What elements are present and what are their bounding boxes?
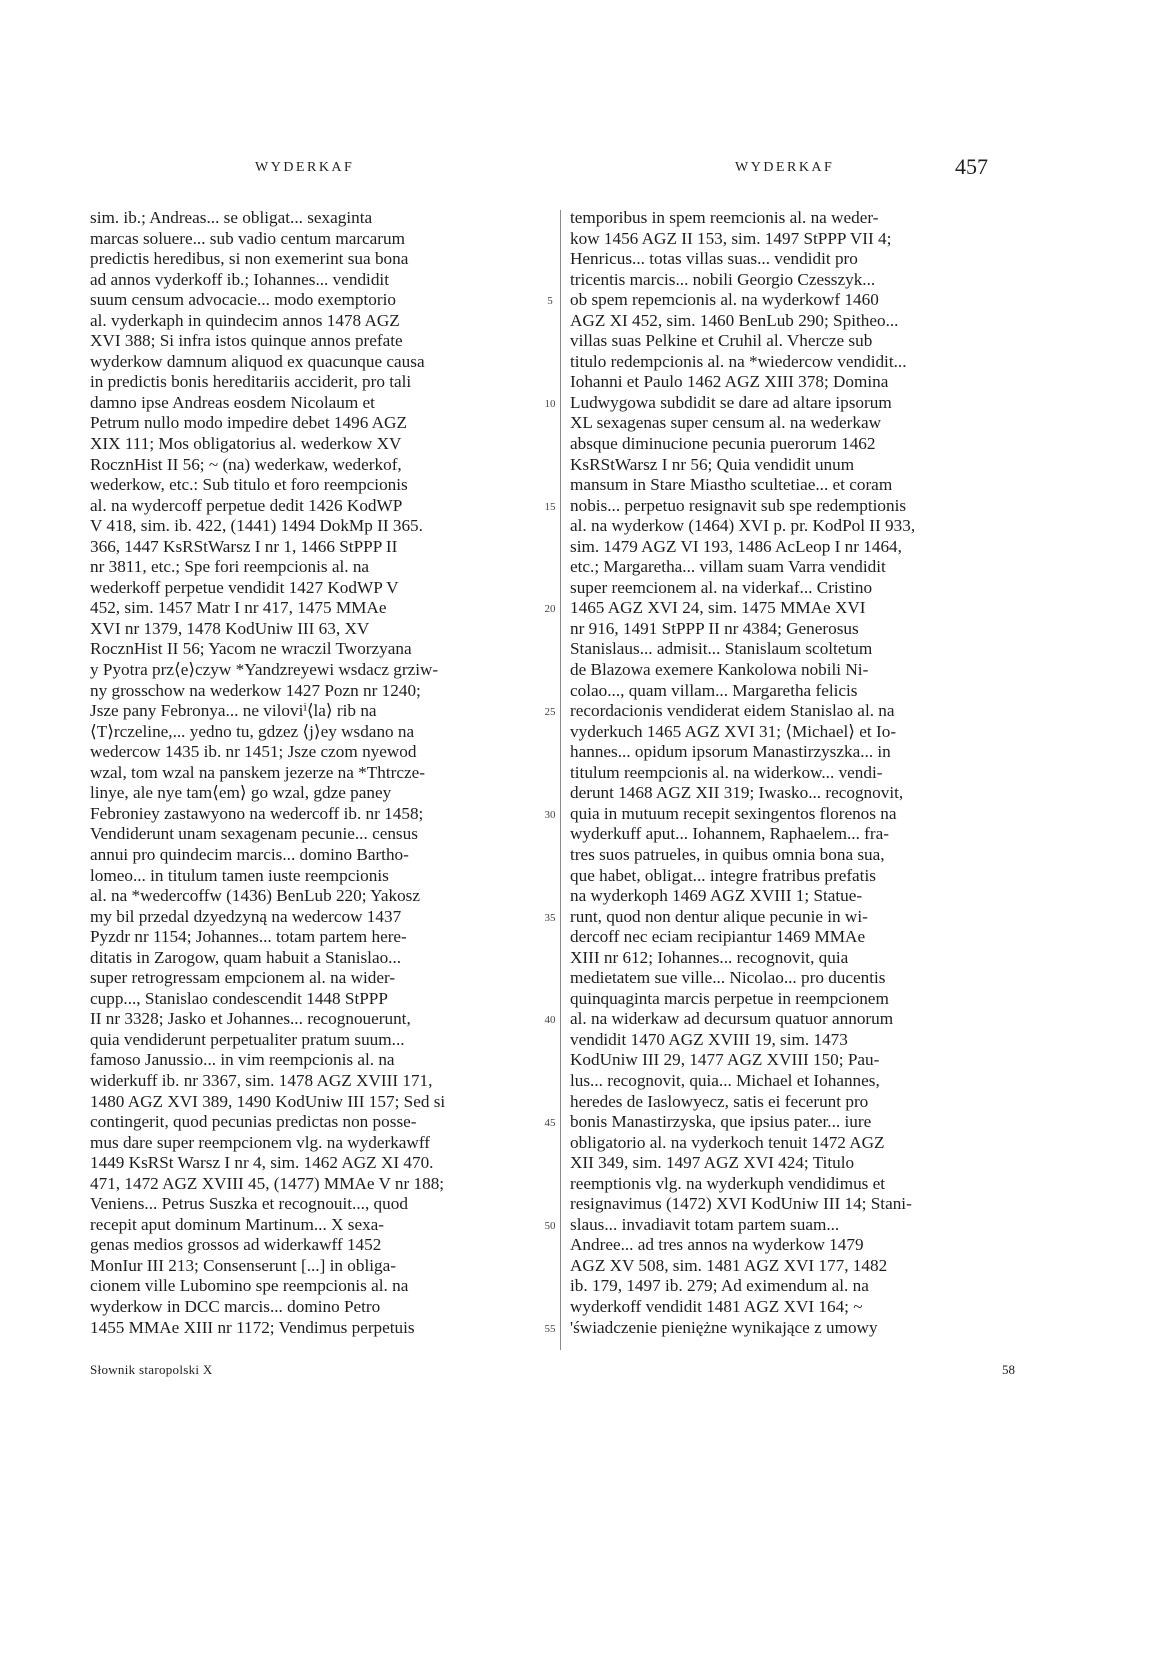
text-line: lus... recognovit, quia... Michael et Iohannes, — [570, 1070, 880, 1090]
text-line: KodUniw III 29, 1477 AGZ XVIII 150; Pau- — [570, 1050, 880, 1070]
text-line: 366, 1447 KsRStWarsz I nr 1, 1466 StPPP II — [90, 536, 398, 556]
text-line: nr 3811, etc.; Spe fori reempcionis al. na — [90, 557, 370, 577]
left-column — [90, 208, 536, 1338]
text-line: vyderkuch 1465 AGZ XVI 31; ⟨Michael⟩ et Io- — [570, 721, 897, 741]
text-line: al. na *wedercoffw (1436) BenLub 220; Yakosz — [90, 886, 420, 906]
line-number: 40 — [544, 1014, 556, 1027]
text-line: wzal, tom wzal na panskem jezerze na *Thtrcze- — [90, 762, 425, 782]
text-line: Jsze pany Febronya... ne viloviⁱ⟨la⟩ rib na — [90, 701, 377, 721]
text-line: al. vyderkaph in quindecim annos 1478 AGZ — [90, 310, 400, 330]
text-line: XVI nr 1379, 1478 KodUniw III 63, XV — [90, 618, 370, 638]
text-line: wyderkow in DCC marcis... domino Petro — [90, 1296, 381, 1316]
text-line: de Blazowa exemere Kankolowa nobili Ni- — [570, 660, 869, 680]
text-line: sim. ib.; Andreas... se obligat... sexaginta — [90, 208, 373, 227]
text-line: resignavimus (1472) XVI KodUniw III 14; Stani- — [570, 1194, 912, 1214]
text-line: nobis... perpetuo resignavit sub spe redemptionis — [570, 495, 907, 515]
text-line: heredes de Iaslowyecz, satis ei fecerunt pro — [570, 1091, 869, 1111]
text-line: al. na widerkaw ad decursum quatuor annorum — [570, 1009, 894, 1029]
running-head-left: WYDERKAF — [255, 160, 355, 175]
text-line: wyderkow damnum aliquod ex quacunque causa — [90, 351, 425, 371]
text-line: Ludwygowa subdidit se dare ad altare ipsorum — [570, 392, 892, 412]
text-line: wyderkuff aput... Iohannem, Raphaelem... fra- — [570, 824, 889, 844]
text-line: hannes... opidum ipsorum Manastirzyszka... in — [570, 742, 891, 762]
text-line: 1449 KsRSt Warsz I nr 4, sim. 1462 AGZ XI 470. — [90, 1153, 434, 1173]
text-line: MonIur III 213; Consenserunt [...] in obliga- — [90, 1255, 396, 1275]
text-line: vendidit 1470 AGZ XVIII 19, sim. 1473 — [570, 1029, 848, 1049]
text-line: lomeo... in titulum tamen iuste reempcionis — [90, 865, 389, 885]
line-number: 10 — [544, 397, 556, 410]
text-line: Iohanni et Paulo 1462 AGZ XIII 378; Domina — [570, 372, 889, 392]
text-line: annui pro quindecim marcis... domino Bartho- — [90, 844, 409, 864]
text-line: medietatem sue ville... Nicolao... pro ducentis — [570, 968, 886, 988]
text-line: al. na wydercoff perpetue dedit 1426 KodWP — [90, 495, 403, 515]
line-number: 35 — [544, 911, 556, 924]
text-line: y Pyotra prz⟨e⟩czyw *Yandzreyewi wsdacz grziw- — [90, 660, 439, 680]
line-number: 5 — [547, 295, 553, 308]
text-line: nr 916, 1491 StPPP II nr 4384; Generosus — [570, 618, 859, 638]
text-line: damno ipse Andreas eosdem Nicolaum et — [90, 392, 375, 412]
text-line: AGZ XI 452, sim. 1460 BenLub 290; Spitheo... — [570, 310, 899, 330]
text-line: contingerit, quod pecunias predictas non posse- — [90, 1112, 417, 1132]
text-line: temporibus in spem reemcionis al. na weder- — [570, 208, 879, 227]
line-number: 30 — [544, 808, 556, 821]
text-line: XIX 111; Mos obligatorius al. wederkow XV — [90, 434, 402, 454]
text-line: kow 1456 AGZ II 153, sim. 1497 StPPP VII 4; — [570, 228, 892, 248]
text-line: V 418, sim. ib. 422, (1441) 1494 DokMp II 365. — [90, 516, 423, 536]
text-line: in predictis bonis hereditariis acciderit, pro tali — [90, 372, 412, 392]
text-line: slaus... invadiavit totam partem suam... — [570, 1214, 840, 1234]
text-line: colao..., quam villam... Margaretha felicis — [570, 680, 858, 700]
text-line: cionem ville Lubomino spe reempcionis al. na — [90, 1276, 409, 1296]
text-line: predictis heredibus, si non exemerint sua bona — [90, 249, 409, 269]
line-number: 50 — [544, 1219, 556, 1232]
text-line: cupp..., Stanislao condescendit 1448 StPPP — [90, 988, 388, 1008]
text-line: suum censum advocacie... modo exemptorio — [90, 290, 396, 310]
text-line: Pyzdr nr 1154; Johannes... totam partem here- — [90, 927, 407, 947]
text-line: ib. 179, 1497 ib. 279; Ad eximendum al. na — [570, 1276, 869, 1296]
text-line: wedercow 1435 ib. nr 1451; Jsze czom nyewod — [90, 742, 417, 762]
text-line: widerkuff ib. nr 3367, sim. 1478 AGZ XVIII 171, — [90, 1070, 433, 1090]
text-line: Petrum nullo modo impedire debet 1496 AGZ — [90, 413, 407, 433]
text-line: 'świadczenie pieniężne wynikające z umowy — [570, 1317, 878, 1337]
text-line: ad annos vyderkoff ib.; Iohannes... vendidit — [90, 269, 389, 289]
text-line: tres suos patrueles, in quibus omnia bona sua, — [570, 844, 885, 864]
text-line: my bil przedal dzyedzyną na wedercow 1437 — [90, 906, 402, 926]
text-line: quinquaginta marcis perpetue in reempcionem — [570, 988, 889, 1008]
text-line: al. na wyderkow (1464) XVI p. pr. KodPol II 933, — [570, 516, 916, 536]
text-line: titulum reempcionis al. na widerkow... vendi- — [570, 762, 883, 782]
text-line: villas suas Pelkine et Cruhil al. Vhercze sub — [570, 331, 873, 351]
text-line: RocznHist II 56; Yacom ne wraczil Tworzyana — [90, 639, 412, 659]
text-line: famoso Janussio... in vim reempcionis al. na — [90, 1050, 395, 1070]
text-line: ob spem repemcionis al. na wyderkowf 1460 — [570, 290, 879, 310]
text-line: genas medios grossos ad widerkawff 1452 — [90, 1235, 382, 1255]
running-head-right: WYDERKAF — [735, 160, 835, 175]
column-divider — [560, 210, 561, 1350]
text-line: Henricus... totas villas suas... vendidit pro — [570, 249, 858, 269]
text-line: 452, sim. 1457 Matr I nr 417, 1475 MMAe — [90, 598, 387, 618]
text-line: absque diminucione pecunia puerorum 1462 — [570, 434, 876, 454]
text-line: Febroniey zastawyono na wedercoff ib. nr 1458; — [90, 803, 424, 823]
text-line: 1480 AGZ XVI 389, 1490 KodUniw III 157; Sed si — [90, 1091, 446, 1111]
line-number: 45 — [544, 1117, 556, 1130]
line-number: 20 — [544, 603, 556, 616]
text-line: recordacionis vendiderat eidem Stanislao al. na — [570, 701, 895, 721]
text-line: AGZ XV 508, sim. 1481 AGZ XVI 177, 1482 — [570, 1255, 888, 1275]
text-line: 1455 MMAe XIII nr 1172; Vendimus perpetuis — [90, 1317, 415, 1337]
text-line: obligatorio al. na vyderkoch tenuit 1472 AGZ — [570, 1132, 885, 1152]
line-number: 15 — [544, 500, 556, 513]
text-line: super reemcionem al. na viderkaf... Cristino — [570, 577, 873, 597]
text-line: mansum in Stare Miastho scultetiae... et coram — [570, 475, 893, 495]
text-line: XII 349, sim. 1497 AGZ XVI 424; Titulo — [570, 1153, 855, 1173]
text-line: mus dare super reempcionem vlg. na wyderkawff — [90, 1132, 430, 1152]
text-line: Andree... ad tres annos na wyderkow 1479 — [570, 1235, 864, 1255]
line-number: 25 — [544, 706, 556, 719]
text-line: reemptionis vlg. na wyderkuph vendidimus et — [570, 1173, 886, 1193]
text-line: dercoff nec eciam recipiantur 1469 MMAe — [570, 927, 866, 947]
text-line: RocznHist II 56; ~ (na) wederkaw, wederkof, — [90, 454, 402, 474]
text-line: etc.; Margaretha... villam suam Varra vendidit — [570, 557, 886, 577]
text-line: na wyderkoph 1469 AGZ XVIII 1; Statue- — [570, 886, 863, 906]
text-line: derunt 1468 AGZ XII 319; Iwasko... recognovit, — [570, 783, 904, 803]
text-line: wederkow, etc.: Sub titulo et foro reempcionis — [90, 475, 408, 495]
text-line: 1465 AGZ XVI 24, sim. 1475 MMAe XVI — [570, 598, 866, 618]
text-line: sim. 1479 AGZ VI 193, 1486 AcLeop I nr 1464, — [570, 536, 902, 556]
text-line: KsRStWarsz I nr 56; Quia vendidit unum — [570, 454, 855, 474]
page-number: 457 — [955, 154, 988, 179]
text-line: super retrogressam empcionem al. na wider- — [90, 968, 396, 988]
text-line: que habet, obligat... integre fratribus prefatis — [570, 865, 876, 885]
text-line: Vendiderunt unam sexagenam pecunie... census — [90, 824, 418, 844]
text-line: ny grosschow na wederkow 1427 Pozn nr 1240; — [90, 680, 421, 700]
text-line: tricentis marcis... nobili Georgio Czesszyk... — [570, 269, 876, 289]
text-line: II nr 3328; Jasko et Johannes... recognouerunt, — [90, 1009, 411, 1029]
text-line: bonis Manastirzyska, que ipsius pater... iure — [570, 1112, 872, 1132]
text-line: recepit aput dominum Martinum... X sexa- — [90, 1214, 385, 1234]
right-column — [570, 208, 1016, 1338]
text-line: Stanislaus... admisit... Stanislaum scoltetum — [570, 639, 873, 659]
text-line: wederkoff perpetue vendidit 1427 KodWP V — [90, 577, 399, 597]
text-line: ⟨T⟩rczeline,... yedno tu, gdzez ⟨j⟩ey wsdano na — [90, 721, 415, 741]
text-line: XL sexagenas super censum al. na wederkaw — [570, 413, 882, 433]
text-line: wyderkoff vendidit 1481 AGZ XVI 164; ~ — [570, 1296, 863, 1316]
text-line: Veniens... Petrus Suszka et recognouit..., quod — [90, 1194, 408, 1214]
text-line: ditatis in Zarogow, quam habuit a Stanislao... — [90, 947, 402, 967]
footer-title: Słownik staropolski X — [90, 1362, 213, 1377]
text-line: quia vendiderunt perpetualiter pratum suum... — [90, 1029, 405, 1049]
text-line: XVI 388; Si infra istos quinque annos prefate — [90, 331, 403, 351]
footer-signature-number: 58 — [1002, 1362, 1015, 1377]
text-line: titulo redempcionis al. na *wiedercow vendidit... — [570, 351, 907, 371]
text-line: XIII nr 612; Iohannes... recognovit, quia — [570, 947, 849, 967]
text-line: linye, ale nye tam⟨em⟩ go wzal, gdze paney — [90, 783, 392, 803]
text-line: marcas soluere... sub vadio centum marcarum — [90, 228, 405, 248]
text-line: quia in mutuum recepit sexingentos florenos na — [570, 803, 897, 823]
text-line: 471, 1472 AGZ XVIII 45, (1477) MMAe V nr 188; — [90, 1173, 445, 1193]
line-number: 55 — [544, 1322, 556, 1335]
text-line: runt, quod non dentur alique pecunie in wi- — [570, 906, 868, 926]
